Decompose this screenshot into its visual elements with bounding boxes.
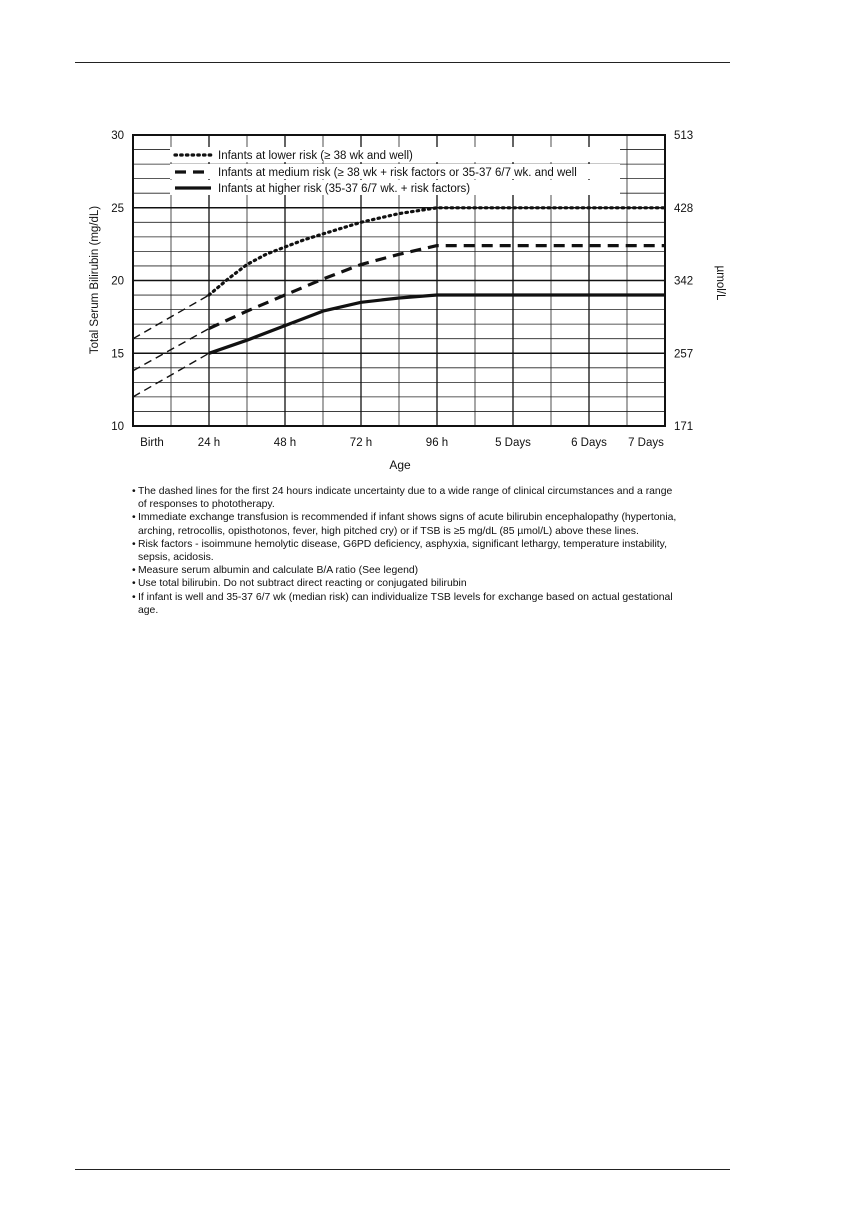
legend-label: Infants at medium risk (≥ 38 wk + risk factors or 35-37 6/7 wk. and well <box>218 167 577 179</box>
y2-tick-label: 428 <box>674 202 694 215</box>
x-tick-label: 24 h <box>197 437 221 449</box>
x-tick-label: 6 Days <box>571 437 607 449</box>
y-tick-label: 30 <box>111 130 124 142</box>
x-tick-label: 48 h <box>273 437 297 449</box>
note-item: • The dashed lines for the first 24 hours indicate uncertainty due to a wide range of clinical circumstances and a range of responses to phototherapy. <box>132 486 673 511</box>
x-tick-label: 7 Days <box>628 437 664 449</box>
x-axis-title: Age <box>389 458 411 472</box>
y-tick-label: 15 <box>111 348 124 361</box>
x-tick-label: Birth <box>140 437 164 449</box>
note-item: • Immediate exchange transfusion is recommended if infant shows signs of acute bilirubin encephalopathy (hypertonia, arching, retrocollis, opisthotonos, fever, high pitched cry) or if TSB is ≥5 mg/dL (85 µmol/L) above these lines. <box>132 512 677 537</box>
bullet: • <box>132 565 136 577</box>
y2-tick-label: 342 <box>674 275 694 288</box>
bottom-rule <box>75 1169 730 1170</box>
y-tick-label: 25 <box>111 202 124 215</box>
y2-tick-label: 171 <box>674 421 694 433</box>
bullet: • <box>132 578 136 590</box>
y2-tick-label: 257 <box>674 348 694 361</box>
bullet: • <box>132 486 136 497</box>
bullet: • <box>132 512 136 524</box>
note-item: • If infant is well and 35-37 6/7 wk (median risk) can individualize TSB levels for exchange based on actual gestational age. <box>132 591 673 616</box>
y-tick-label: 10 <box>111 421 124 433</box>
y2-axis-title: µmol/L <box>714 265 726 301</box>
y2-tick-label: 513 <box>674 130 694 142</box>
x-tick-label: 5 Days <box>495 437 531 449</box>
note-item: • Use total bilirubin. Do not subtract direct reacting or conjugated bilirubin <box>132 578 467 590</box>
bullet: • <box>132 538 136 550</box>
note-item: • Measure serum albumin and calculate B/A ratio (See legend) <box>132 565 419 577</box>
bilirubin-chart <box>0 0 843 480</box>
bullet: • <box>132 591 136 603</box>
x-tick-label: 72 h <box>349 437 373 449</box>
chart-notes <box>132 485 677 617</box>
y-tick-label: 20 <box>111 275 124 288</box>
y-axis-title: Total Serum Bilirubin (mg/dL) <box>89 205 101 355</box>
legend <box>170 147 620 195</box>
note-item: • Risk factors - isoimmune hemolytic disease, G6PD deficiency, asphyxia, significant lethargy, temperature instability, sepsis, acidosis. <box>132 538 667 564</box>
legend-label: Infants at higher risk (35-37 6/7 wk. + risk factors) <box>218 183 471 195</box>
x-tick-label: 96 h <box>425 437 449 449</box>
legend-label: Infants at lower risk (≥ 38 wk and well) <box>218 150 413 162</box>
